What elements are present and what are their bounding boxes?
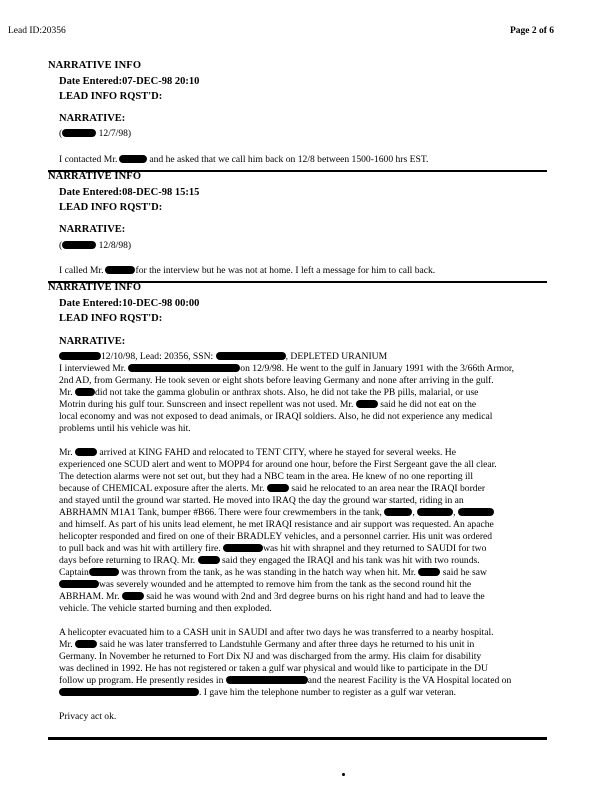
redaction <box>384 508 412 516</box>
redaction <box>105 266 135 274</box>
narrative-date: ( 12/8/98) <box>59 240 132 251</box>
bottom-rule <box>48 737 547 740</box>
date-entered: Date Entered:08-DEC-98 15:15 <box>59 187 200 198</box>
date-entered: Date Entered:10-DEC-98 00:00 <box>59 298 200 309</box>
narrative-date: ( 12/7/98) <box>59 128 132 139</box>
page-mark <box>342 773 345 776</box>
lead-info-label: LEAD INFO RQST'D: <box>59 202 163 213</box>
redaction <box>122 592 144 600</box>
narrative-body: I called Mr. for the interview but he was not at home. I left a message for him to call back. <box>59 265 436 276</box>
redaction <box>62 129 96 137</box>
redaction <box>458 508 494 516</box>
lead-id: Lead ID:20356 <box>8 26 66 36</box>
redaction <box>59 580 99 588</box>
redaction <box>59 352 101 360</box>
redaction <box>59 688 199 696</box>
narrative-label: NARRATIVE: <box>59 336 126 347</box>
redaction <box>89 568 119 576</box>
closing-note: Privacy act ok. <box>59 711 117 722</box>
narrative-label: NARRATIVE: <box>59 224 126 235</box>
date-entered: Date Entered:07-DEC-98 20:10 <box>59 76 200 87</box>
redaction <box>128 364 240 372</box>
lead-info-label: LEAD INFO RQST'D: <box>59 91 163 102</box>
narrative-label: NARRATIVE: <box>59 113 126 124</box>
page-number: Page 2 of 6 <box>510 26 555 36</box>
section-title: NARRATIVE INFO <box>48 282 142 293</box>
redaction <box>75 640 97 648</box>
redaction <box>418 568 440 576</box>
redaction <box>356 400 378 408</box>
section-title: NARRATIVE INFO <box>48 60 142 71</box>
lead-info-label: LEAD INFO RQST'D: <box>59 313 163 324</box>
redaction <box>223 544 263 552</box>
redaction <box>216 352 286 360</box>
section-title: NARRATIVE INFO <box>48 171 142 182</box>
redaction <box>267 484 289 492</box>
redaction <box>226 676 308 684</box>
redaction <box>75 448 97 456</box>
redaction <box>198 556 220 564</box>
narrative-body: I contacted Mr. and he asked that we call him back on 12/8 between 1500-1600 hrs EST. <box>59 154 429 165</box>
redaction <box>62 241 96 249</box>
redaction <box>119 155 147 163</box>
redaction <box>417 508 453 516</box>
redaction <box>75 388 95 396</box>
